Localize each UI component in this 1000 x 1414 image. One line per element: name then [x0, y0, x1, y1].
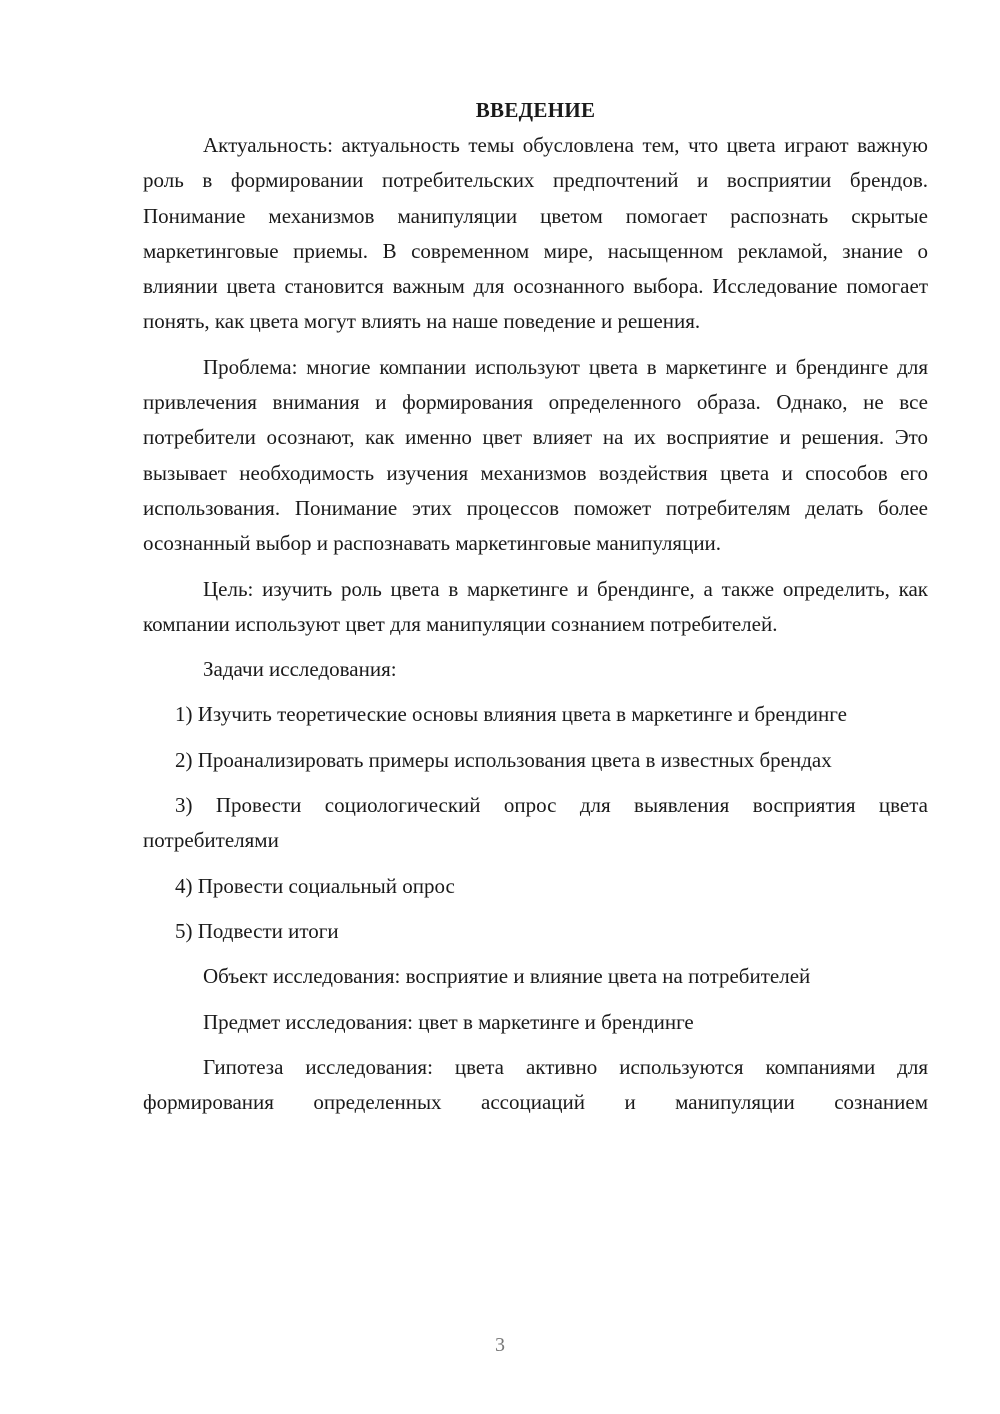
page-number: 3: [495, 1334, 505, 1356]
hypothesis-paragraph: Гипотеза исследования: цвета активно используются компаниями для формирования определенных ассоциаций и манипуляции сознанием: [143, 1054, 928, 1115]
subject-paragraph: Предмет исследования: цвет в маркетинге и брендинге: [203, 1009, 694, 1034]
task-item-4: 4) Провести социальный опрос: [175, 873, 455, 898]
task-item-5: 5) Подвести итоги: [175, 918, 339, 943]
section-heading: ВВЕДЕНИЕ: [475, 98, 596, 122]
task-item-1: 1) Изучить теоретические основы влияния цвета в маркетинге и брендинге: [175, 702, 847, 727]
task-item-2: 2) Проанализировать примеры использования цвета в известных брендах: [175, 747, 832, 772]
task-item-3: 3) Провести социологический опрос для выявления восприятия цвета потребителями: [143, 793, 928, 853]
tasks-title: Задачи исследования:: [203, 657, 397, 682]
document-page: [143, 92, 928, 1130]
problem-paragraph: Проблема: многие компании используют цвета в маркетинге и брендинге для привлечения внимания и формирования определенного образа. Однако, не все потребители осознают, как именно цвет влияет на их восприятие и решения. Это вызывает необходимость изучения механизмов воздействия цвета и способов его использования. Понимание этих процессов поможет потребителям делать более осознанный выбор и распознавать маркетинговые манипуляции.: [143, 354, 928, 556]
goal-paragraph: Цель: изучить роль цвета в маркетинге и брендинге, а также определить, как компании используют цвет для манипуляции сознанием потребителей.: [143, 576, 928, 636]
relevance-paragraph: Актуальность: актуальность темы обусловлена тем, что цвета играют важную роль в формировании потребительских предпочтений и восприятии брендов. Понимание механизмов манипуляции цветом помогает распознать скрытые маркетинговые приемы. В современном мире, насыщенном рекламой, знание о влиянии цвета становится важным для осознанного выбора. Исследование помогает понять, как цвета могут влиять на наше поведение и решения.: [143, 133, 928, 334]
object-paragraph: Объект исследования: восприятие и влияние цвета на потребителей: [203, 964, 811, 989]
